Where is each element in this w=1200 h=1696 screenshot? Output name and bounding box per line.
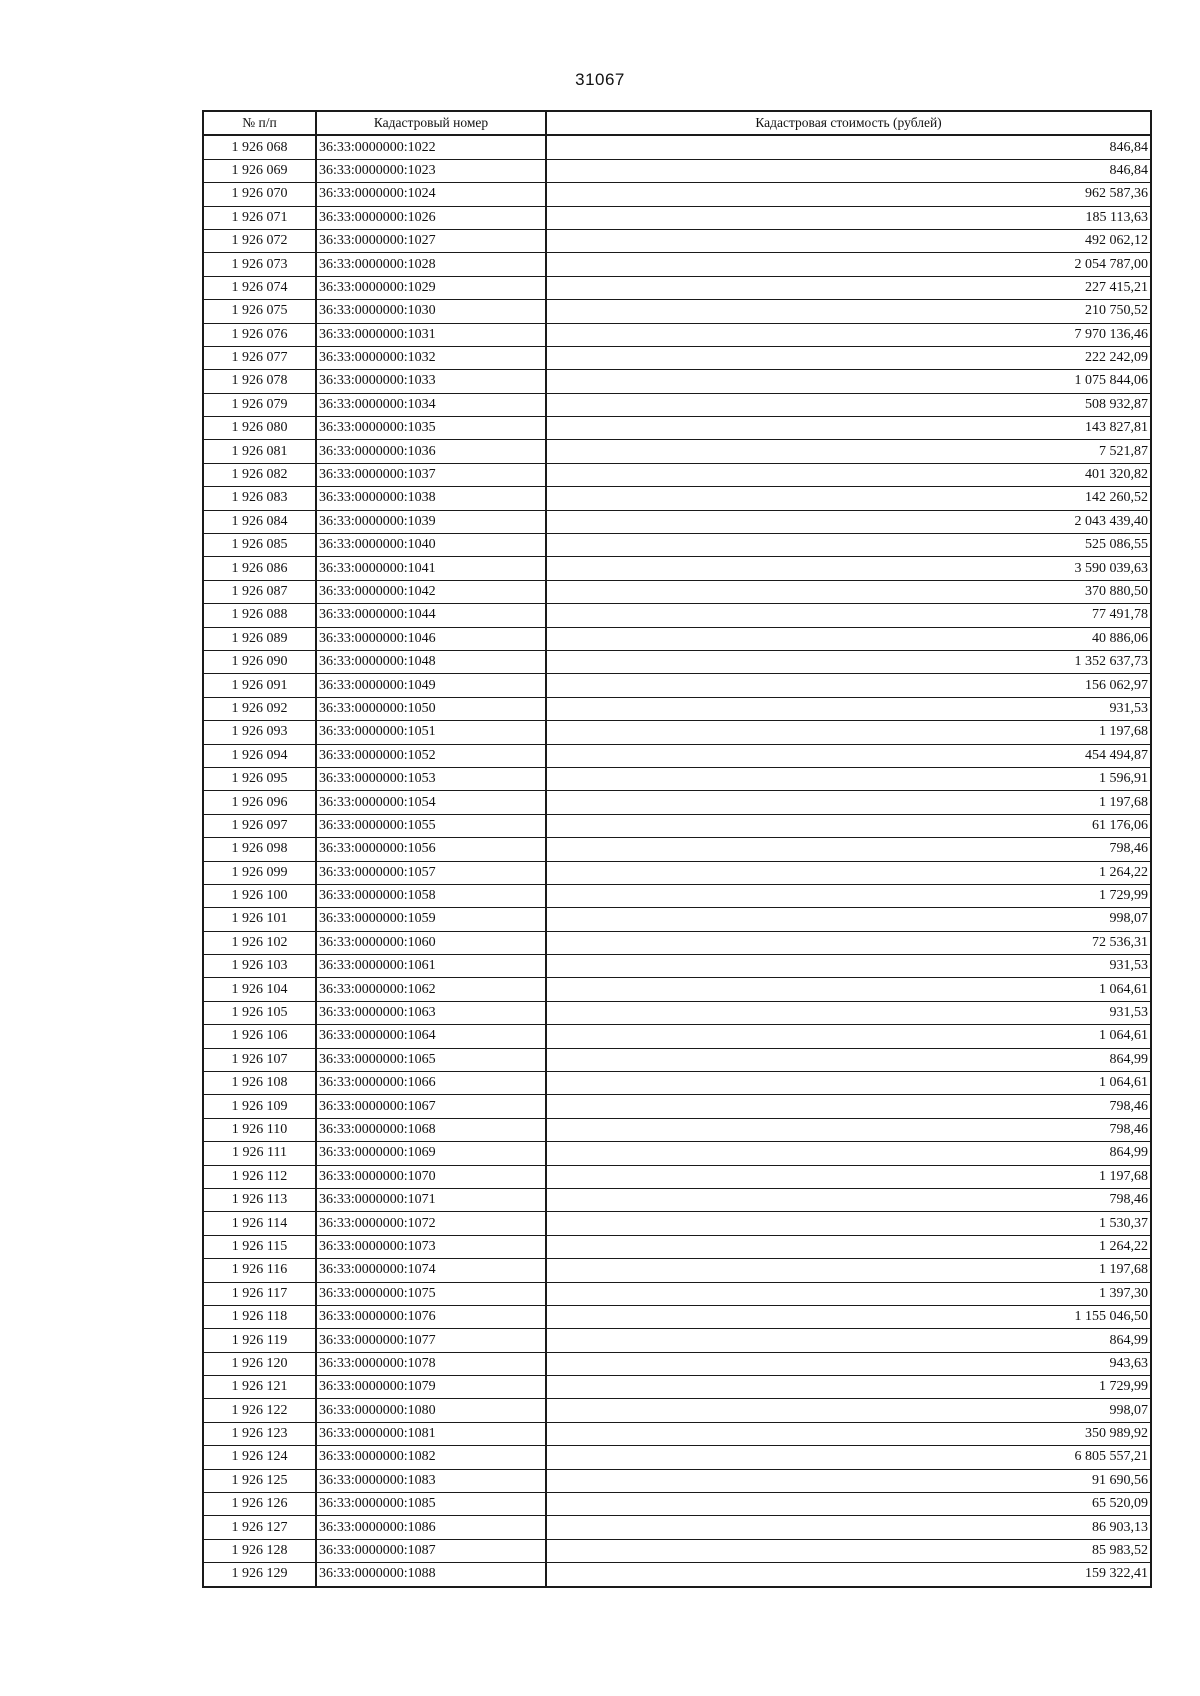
cell-index: 1 926 123 (203, 1422, 316, 1445)
cell-cadastral-value: 6 805 557,21 (546, 1446, 1151, 1469)
cell-cadastral-number: 36:33:0000000:1063 (316, 1001, 546, 1024)
table-row (203, 1025, 1151, 1048)
cell-cadastral-number: 36:33:0000000:1069 (316, 1142, 546, 1165)
cell-cadastral-number: 36:33:0000000:1038 (316, 487, 546, 510)
cell-cadastral-number: 36:33:0000000:1062 (316, 978, 546, 1001)
cell-cadastral-number: 36:33:0000000:1057 (316, 861, 546, 884)
cell-cadastral-value: 962 587,36 (546, 183, 1151, 206)
table-row (203, 744, 1151, 767)
cell-cadastral-number: 36:33:0000000:1059 (316, 908, 546, 931)
table-row (203, 1539, 1151, 1562)
cell-cadastral-number: 36:33:0000000:1036 (316, 440, 546, 463)
cell-cadastral-number: 36:33:0000000:1058 (316, 884, 546, 907)
cell-cadastral-value: 370 880,50 (546, 580, 1151, 603)
table-row (203, 861, 1151, 884)
cell-cadastral-value: 2 054 787,00 (546, 253, 1151, 276)
cell-cadastral-value: 86 903,13 (546, 1516, 1151, 1539)
cell-cadastral-number: 36:33:0000000:1072 (316, 1212, 546, 1235)
cell-index: 1 926 102 (203, 931, 316, 954)
table-row (203, 1329, 1151, 1352)
cell-index: 1 926 077 (203, 346, 316, 369)
cell-cadastral-number: 36:33:0000000:1083 (316, 1469, 546, 1492)
table-row (203, 1212, 1151, 1235)
table-row (203, 487, 1151, 510)
cell-index: 1 926 088 (203, 604, 316, 627)
cell-cadastral-number: 36:33:0000000:1079 (316, 1376, 546, 1399)
cell-cadastral-number: 36:33:0000000:1061 (316, 955, 546, 978)
cell-index: 1 926 071 (203, 206, 316, 229)
cell-index: 1 926 124 (203, 1446, 316, 1469)
cell-cadastral-value: 1 064,61 (546, 978, 1151, 1001)
cell-index: 1 926 073 (203, 253, 316, 276)
table-row (203, 300, 1151, 323)
table-row (203, 908, 1151, 931)
cell-index: 1 926 106 (203, 1025, 316, 1048)
cell-cadastral-value: 1 397,30 (546, 1282, 1151, 1305)
cell-cadastral-value: 91 690,56 (546, 1469, 1151, 1492)
cell-cadastral-number: 36:33:0000000:1030 (316, 300, 546, 323)
table-row (203, 931, 1151, 954)
table-row (203, 229, 1151, 252)
cell-cadastral-value: 401 320,82 (546, 463, 1151, 486)
cell-cadastral-number: 36:33:0000000:1040 (316, 534, 546, 557)
cell-index: 1 926 080 (203, 417, 316, 440)
table-row (203, 1516, 1151, 1539)
table-row (203, 1493, 1151, 1516)
cell-cadastral-number: 36:33:0000000:1075 (316, 1282, 546, 1305)
cell-cadastral-number: 36:33:0000000:1055 (316, 814, 546, 837)
cell-index: 1 926 076 (203, 323, 316, 346)
table-row (203, 884, 1151, 907)
table-row (203, 767, 1151, 790)
table-row (203, 1399, 1151, 1422)
cell-index: 1 926 070 (203, 183, 316, 206)
cell-index: 1 926 122 (203, 1399, 316, 1422)
table-row (203, 814, 1151, 837)
cell-cadastral-number: 36:33:0000000:1053 (316, 767, 546, 790)
cell-cadastral-value: 864,99 (546, 1329, 1151, 1352)
table-body (203, 135, 1151, 1586)
table-row (203, 510, 1151, 533)
cell-cadastral-number: 36:33:0000000:1078 (316, 1352, 546, 1375)
cell-cadastral-value: 1 729,99 (546, 884, 1151, 907)
cell-cadastral-value: 1 596,91 (546, 767, 1151, 790)
table-row (203, 346, 1151, 369)
cell-index: 1 926 103 (203, 955, 316, 978)
cell-cadastral-value: 72 536,31 (546, 931, 1151, 954)
cell-cadastral-value: 7 970 136,46 (546, 323, 1151, 346)
cell-cadastral-number: 36:33:0000000:1023 (316, 159, 546, 182)
cell-cadastral-number: 36:33:0000000:1056 (316, 838, 546, 861)
cell-index: 1 926 120 (203, 1352, 316, 1375)
table-row (203, 650, 1151, 673)
cadastral-value-table (202, 110, 1152, 1588)
cell-cadastral-value: 1 197,68 (546, 721, 1151, 744)
cell-cadastral-number: 36:33:0000000:1041 (316, 557, 546, 580)
cell-index: 1 926 096 (203, 791, 316, 814)
cell-cadastral-number: 36:33:0000000:1027 (316, 229, 546, 252)
cell-index: 1 926 111 (203, 1142, 316, 1165)
table-row (203, 1446, 1151, 1469)
table-row (203, 1376, 1151, 1399)
table-row (203, 627, 1151, 650)
cell-cadastral-value: 222 242,09 (546, 346, 1151, 369)
cell-cadastral-value: 1 264,22 (546, 1235, 1151, 1258)
cell-index: 1 926 090 (203, 650, 316, 673)
cell-cadastral-value: 142 260,52 (546, 487, 1151, 510)
table-row (203, 276, 1151, 299)
cell-cadastral-value: 1 064,61 (546, 1072, 1151, 1095)
cell-cadastral-number: 36:33:0000000:1022 (316, 135, 546, 159)
cell-index: 1 926 074 (203, 276, 316, 299)
cell-index: 1 926 072 (203, 229, 316, 252)
cell-cadastral-value: 798,46 (546, 1095, 1151, 1118)
cell-index: 1 926 089 (203, 627, 316, 650)
cell-cadastral-number: 36:33:0000000:1029 (316, 276, 546, 299)
table-header-row (203, 111, 1151, 135)
cell-cadastral-number: 36:33:0000000:1077 (316, 1329, 546, 1352)
cell-index: 1 926 079 (203, 393, 316, 416)
cell-cadastral-number: 36:33:0000000:1080 (316, 1399, 546, 1422)
cell-cadastral-value: 846,84 (546, 135, 1151, 159)
cell-cadastral-value: 1 729,99 (546, 1376, 1151, 1399)
table-row (203, 1235, 1151, 1258)
cell-cadastral-number: 36:33:0000000:1048 (316, 650, 546, 673)
cell-cadastral-number: 36:33:0000000:1088 (316, 1563, 546, 1587)
cell-index: 1 926 081 (203, 440, 316, 463)
cell-index: 1 926 117 (203, 1282, 316, 1305)
cell-index: 1 926 101 (203, 908, 316, 931)
cell-index: 1 926 082 (203, 463, 316, 486)
cell-cadastral-number: 36:33:0000000:1044 (316, 604, 546, 627)
cell-index: 1 926 099 (203, 861, 316, 884)
cell-cadastral-value: 65 520,09 (546, 1493, 1151, 1516)
cell-cadastral-value: 2 043 439,40 (546, 510, 1151, 533)
table-row (203, 1352, 1151, 1375)
cell-index: 1 926 110 (203, 1118, 316, 1141)
cell-index: 1 926 127 (203, 1516, 316, 1539)
cell-cadastral-value: 156 062,97 (546, 674, 1151, 697)
cell-cadastral-value: 159 322,41 (546, 1563, 1151, 1587)
cell-cadastral-number: 36:33:0000000:1067 (316, 1095, 546, 1118)
cell-index: 1 926 126 (203, 1493, 316, 1516)
cell-cadastral-value: 1 197,68 (546, 1259, 1151, 1282)
cell-cadastral-number: 36:33:0000000:1087 (316, 1539, 546, 1562)
table-row (203, 1142, 1151, 1165)
cell-index: 1 926 121 (203, 1376, 316, 1399)
cell-index: 1 926 068 (203, 135, 316, 159)
cell-index: 1 926 129 (203, 1563, 316, 1587)
cell-index: 1 926 100 (203, 884, 316, 907)
cell-cadastral-value: 492 062,12 (546, 229, 1151, 252)
cell-index: 1 926 069 (203, 159, 316, 182)
cell-cadastral-value: 864,99 (546, 1142, 1151, 1165)
cell-cadastral-value: 525 086,55 (546, 534, 1151, 557)
cell-cadastral-number: 36:33:0000000:1070 (316, 1165, 546, 1188)
cell-cadastral-number: 36:33:0000000:1032 (316, 346, 546, 369)
table-row (203, 159, 1151, 182)
cell-cadastral-value: 1 155 046,50 (546, 1305, 1151, 1328)
table-row (203, 1259, 1151, 1282)
cell-index: 1 926 078 (203, 370, 316, 393)
column-header-index: № п/п (203, 111, 316, 135)
table-row (203, 393, 1151, 416)
cell-cadastral-value: 1 197,68 (546, 791, 1151, 814)
table-row (203, 838, 1151, 861)
table-row (203, 1072, 1151, 1095)
cell-index: 1 926 128 (203, 1539, 316, 1562)
table-row (203, 1165, 1151, 1188)
cell-cadastral-value: 143 827,81 (546, 417, 1151, 440)
cell-cadastral-value: 998,07 (546, 1399, 1151, 1422)
cell-cadastral-value: 1 197,68 (546, 1165, 1151, 1188)
cell-cadastral-value: 1 064,61 (546, 1025, 1151, 1048)
cell-index: 1 926 118 (203, 1305, 316, 1328)
table-row (203, 440, 1151, 463)
table-row (203, 791, 1151, 814)
cell-cadastral-value: 931,53 (546, 1001, 1151, 1024)
cell-cadastral-value: 85 983,52 (546, 1539, 1151, 1562)
cell-index: 1 926 104 (203, 978, 316, 1001)
cell-cadastral-value: 1 075 844,06 (546, 370, 1151, 393)
table-row (203, 1422, 1151, 1445)
cell-index: 1 926 094 (203, 744, 316, 767)
cell-cadastral-value: 931,53 (546, 697, 1151, 720)
cell-cadastral-number: 36:33:0000000:1031 (316, 323, 546, 346)
table-row (203, 183, 1151, 206)
cell-index: 1 926 108 (203, 1072, 316, 1095)
table-row (203, 580, 1151, 603)
cell-index: 1 926 085 (203, 534, 316, 557)
table-row (203, 323, 1151, 346)
cell-cadastral-value: 943,63 (546, 1352, 1151, 1375)
table-row (203, 604, 1151, 627)
cell-index: 1 926 119 (203, 1329, 316, 1352)
cell-index: 1 926 083 (203, 487, 316, 510)
cell-cadastral-value: 61 176,06 (546, 814, 1151, 837)
cell-cadastral-number: 36:33:0000000:1064 (316, 1025, 546, 1048)
cell-index: 1 926 091 (203, 674, 316, 697)
cell-cadastral-number: 36:33:0000000:1037 (316, 463, 546, 486)
table-row (203, 463, 1151, 486)
cell-cadastral-value: 40 886,06 (546, 627, 1151, 650)
cell-cadastral-value: 1 264,22 (546, 861, 1151, 884)
table-row (203, 1563, 1151, 1587)
cell-cadastral-number: 36:33:0000000:1026 (316, 206, 546, 229)
table-row (203, 1305, 1151, 1328)
table-row (203, 1188, 1151, 1211)
table-row (203, 1048, 1151, 1071)
table-row (203, 417, 1151, 440)
cell-cadastral-number: 36:33:0000000:1082 (316, 1446, 546, 1469)
table-row (203, 1469, 1151, 1492)
column-header-cadastral-number: Кадастровый номер (316, 111, 546, 135)
cell-cadastral-value: 508 932,87 (546, 393, 1151, 416)
table-row (203, 955, 1151, 978)
cell-cadastral-number: 36:33:0000000:1086 (316, 1516, 546, 1539)
cell-cadastral-value: 1 352 637,73 (546, 650, 1151, 673)
cell-index: 1 926 107 (203, 1048, 316, 1071)
cell-cadastral-number: 36:33:0000000:1034 (316, 393, 546, 416)
cell-cadastral-number: 36:33:0000000:1054 (316, 791, 546, 814)
table-row (203, 135, 1151, 159)
cell-index: 1 926 092 (203, 697, 316, 720)
cell-cadastral-number: 36:33:0000000:1071 (316, 1188, 546, 1211)
table-row (203, 1118, 1151, 1141)
cell-cadastral-value: 210 750,52 (546, 300, 1151, 323)
cell-cadastral-value: 454 494,87 (546, 744, 1151, 767)
cell-cadastral-number: 36:33:0000000:1081 (316, 1422, 546, 1445)
cell-cadastral-number: 36:33:0000000:1052 (316, 744, 546, 767)
cell-cadastral-number: 36:33:0000000:1035 (316, 417, 546, 440)
cell-cadastral-number: 36:33:0000000:1060 (316, 931, 546, 954)
cell-index: 1 926 087 (203, 580, 316, 603)
cell-cadastral-number: 36:33:0000000:1068 (316, 1118, 546, 1141)
cell-cadastral-value: 846,84 (546, 159, 1151, 182)
cell-cadastral-value: 864,99 (546, 1048, 1151, 1071)
cell-cadastral-value: 1 530,37 (546, 1212, 1151, 1235)
cell-cadastral-value: 185 113,63 (546, 206, 1151, 229)
cell-cadastral-number: 36:33:0000000:1042 (316, 580, 546, 603)
table-row (203, 1095, 1151, 1118)
cell-index: 1 926 095 (203, 767, 316, 790)
column-header-cadastral-value: Кадастровая стоимость (рублей) (546, 111, 1151, 135)
cell-cadastral-number: 36:33:0000000:1076 (316, 1305, 546, 1328)
table-header (203, 111, 1151, 135)
cell-cadastral-number: 36:33:0000000:1049 (316, 674, 546, 697)
cell-index: 1 926 086 (203, 557, 316, 580)
cell-cadastral-number: 36:33:0000000:1028 (316, 253, 546, 276)
table-row (203, 721, 1151, 744)
cell-index: 1 926 114 (203, 1212, 316, 1235)
cell-index: 1 926 125 (203, 1469, 316, 1492)
table-row (203, 253, 1151, 276)
cell-cadastral-number: 36:33:0000000:1065 (316, 1048, 546, 1071)
table-row (203, 534, 1151, 557)
table-row (203, 1001, 1151, 1024)
cell-cadastral-number: 36:33:0000000:1066 (316, 1072, 546, 1095)
cell-cadastral-number: 36:33:0000000:1046 (316, 627, 546, 650)
cell-index: 1 926 116 (203, 1259, 316, 1282)
table-row (203, 557, 1151, 580)
cell-index: 1 926 097 (203, 814, 316, 837)
cell-cadastral-number: 36:33:0000000:1074 (316, 1259, 546, 1282)
table-row (203, 1282, 1151, 1305)
cell-cadastral-value: 798,46 (546, 1188, 1151, 1211)
cell-index: 1 926 113 (203, 1188, 316, 1211)
cell-cadastral-value: 77 491,78 (546, 604, 1151, 627)
cell-cadastral-value: 350 989,92 (546, 1422, 1151, 1445)
cell-index: 1 926 109 (203, 1095, 316, 1118)
cell-index: 1 926 093 (203, 721, 316, 744)
table-row (203, 206, 1151, 229)
cell-cadastral-number: 36:33:0000000:1051 (316, 721, 546, 744)
cell-cadastral-number: 36:33:0000000:1085 (316, 1493, 546, 1516)
table-row (203, 370, 1151, 393)
table-row (203, 674, 1151, 697)
cell-cadastral-value: 798,46 (546, 838, 1151, 861)
page-number: 31067 (575, 70, 625, 89)
cell-cadastral-number: 36:33:0000000:1039 (316, 510, 546, 533)
cell-index: 1 926 084 (203, 510, 316, 533)
cell-index: 1 926 115 (203, 1235, 316, 1258)
cell-cadastral-number: 36:33:0000000:1024 (316, 183, 546, 206)
cell-cadastral-value: 931,53 (546, 955, 1151, 978)
cell-index: 1 926 112 (203, 1165, 316, 1188)
cell-cadastral-value: 3 590 039,63 (546, 557, 1151, 580)
cell-cadastral-value: 227 415,21 (546, 276, 1151, 299)
cell-cadastral-value: 998,07 (546, 908, 1151, 931)
cell-cadastral-number: 36:33:0000000:1033 (316, 370, 546, 393)
table-row (203, 978, 1151, 1001)
cell-cadastral-number: 36:33:0000000:1073 (316, 1235, 546, 1258)
cell-cadastral-number: 36:33:0000000:1050 (316, 697, 546, 720)
cell-index: 1 926 098 (203, 838, 316, 861)
cell-index: 1 926 105 (203, 1001, 316, 1024)
cell-cadastral-value: 7 521,87 (546, 440, 1151, 463)
table-row (203, 697, 1151, 720)
cell-cadastral-value: 798,46 (546, 1118, 1151, 1141)
cell-index: 1 926 075 (203, 300, 316, 323)
